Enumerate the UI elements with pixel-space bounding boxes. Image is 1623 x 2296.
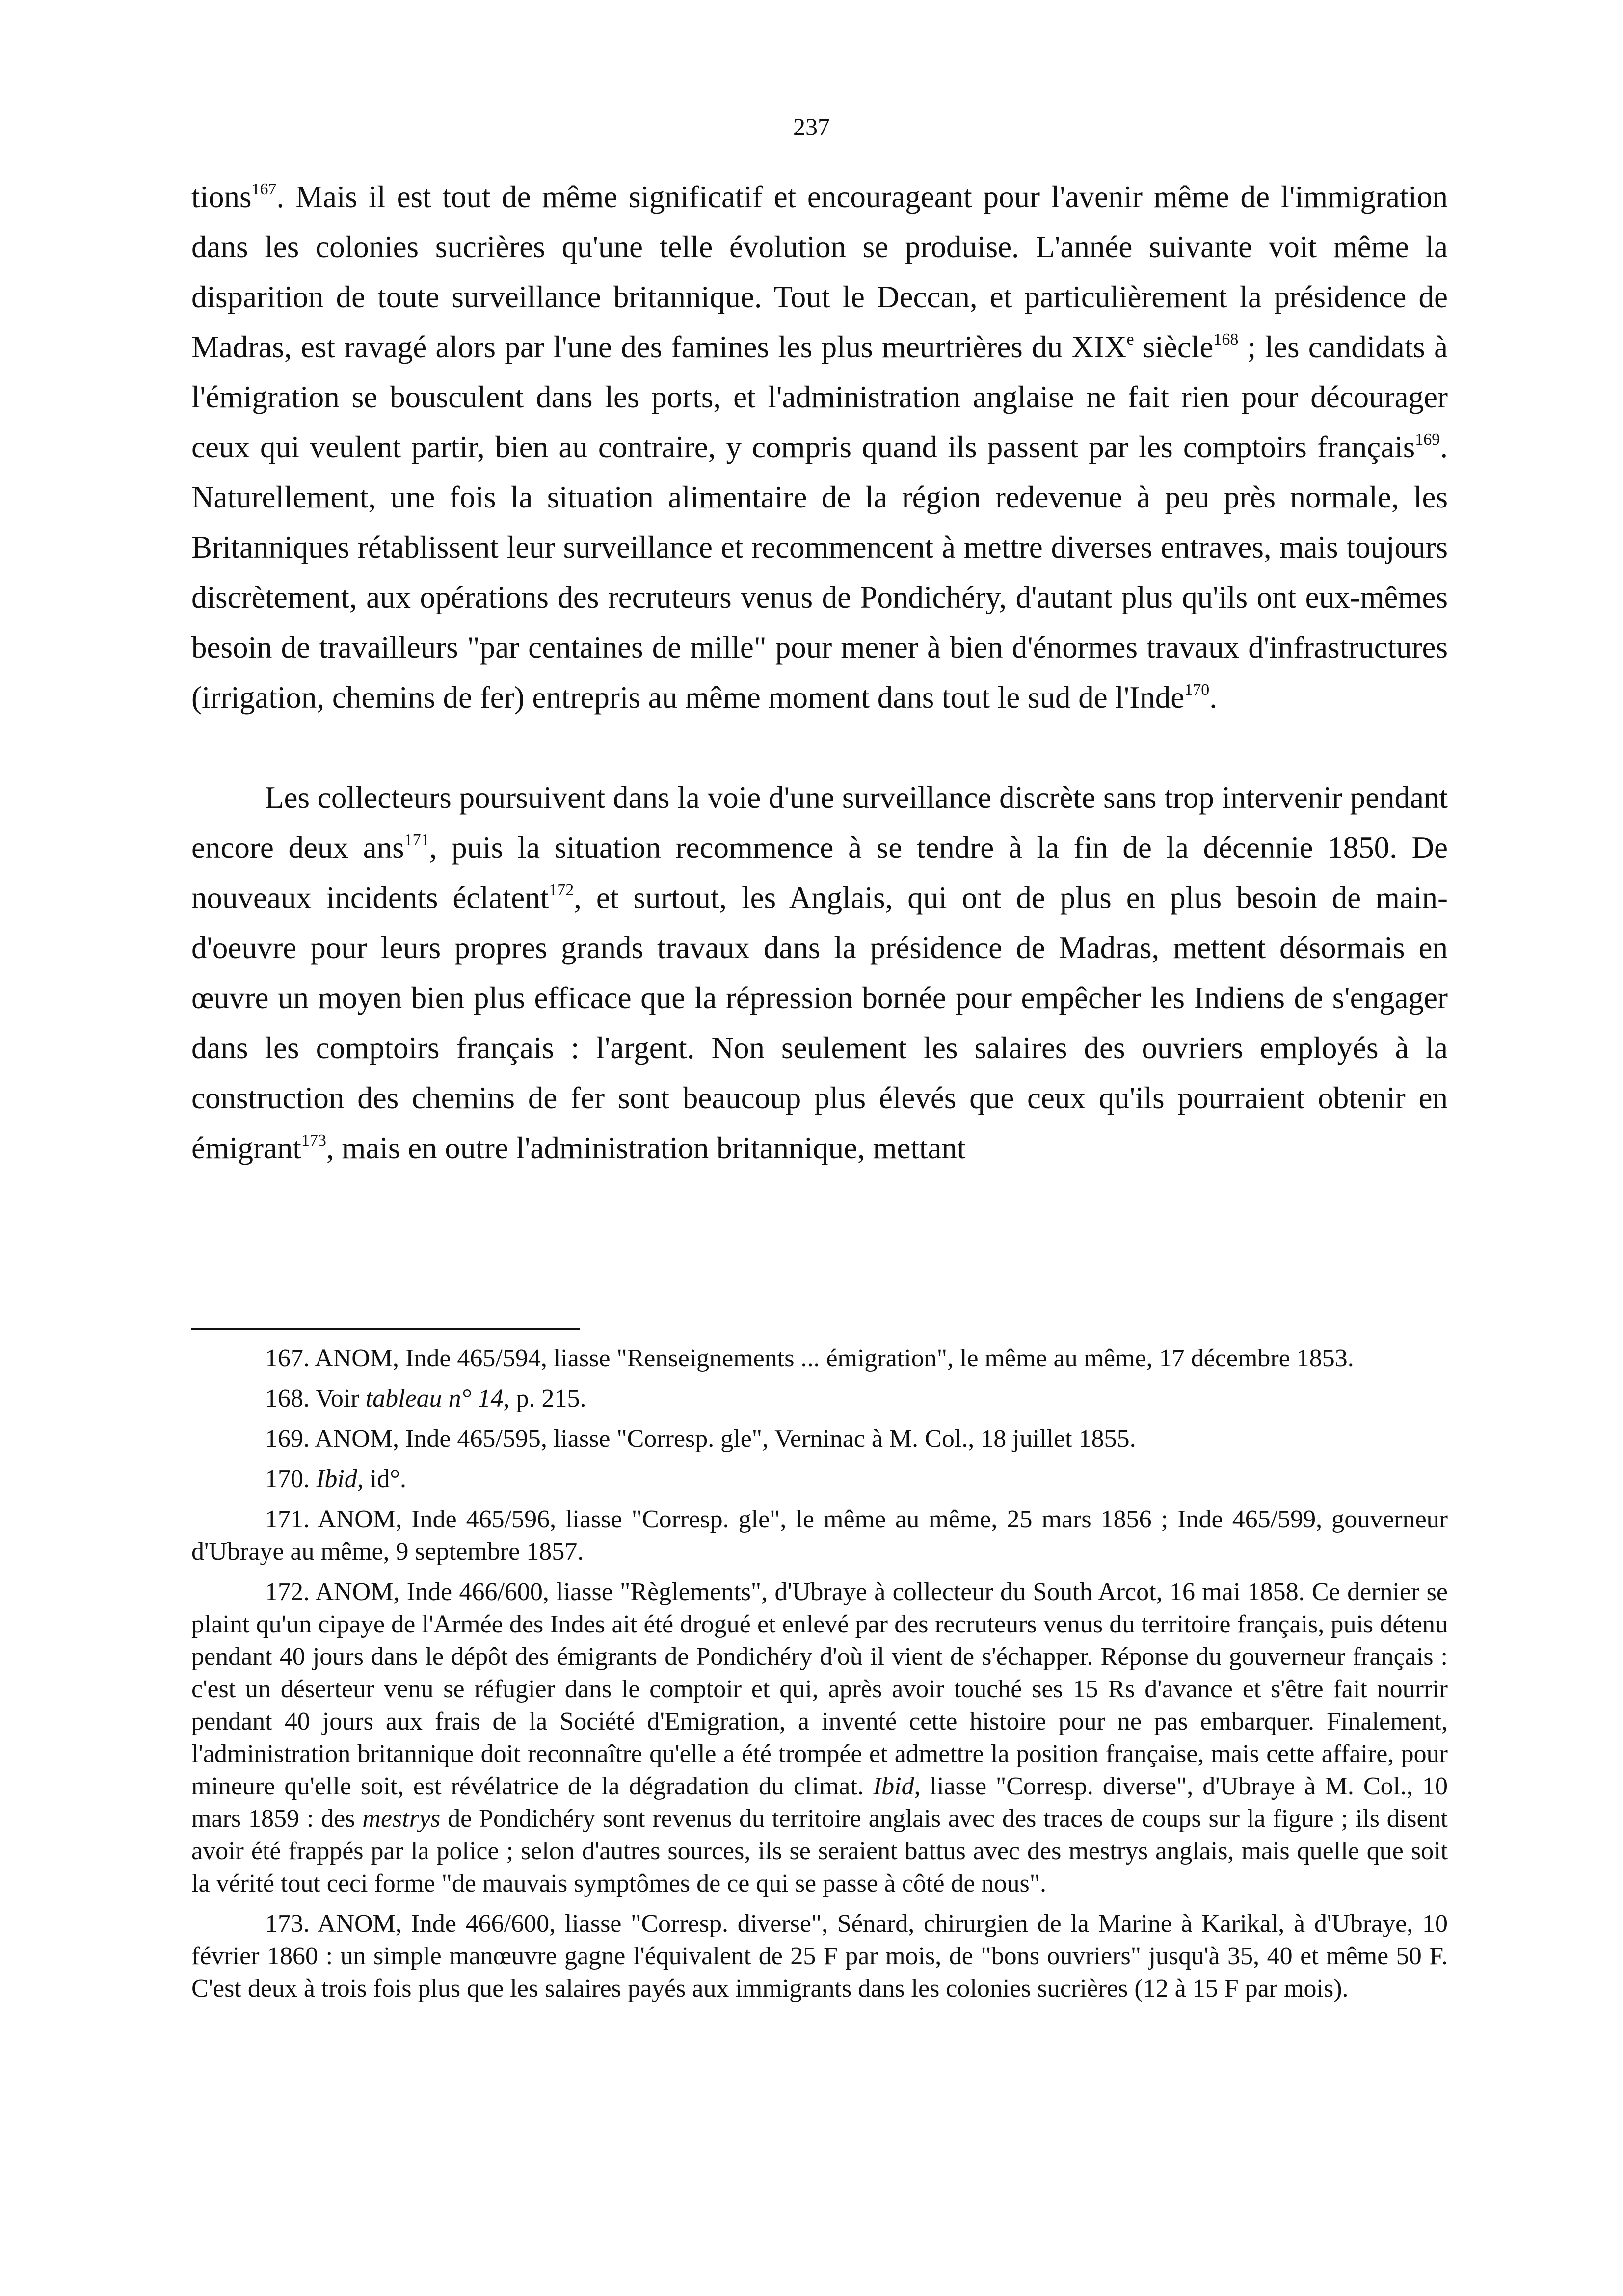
text-run: 170. [265,1465,316,1493]
text-run: . [1209,680,1217,715]
footnote-ref-169: 169 [1415,430,1440,449]
italic-text: Ibid [316,1465,357,1493]
text-run: 168. Voir [265,1385,366,1413]
text-run: Les collecteurs poursuivent dans la voie d'une surveillance discrète sans trop intervenir pendant encore deux ans [191,780,1448,865]
text-run: , mais en outre l'administration britannique, mettant [326,1131,966,1165]
footnote-170 [191,1463,1448,1495]
footnote-ref-170: 170 [1184,681,1210,699]
footnote-ref-167: 167 [251,180,277,198]
italic-text: tableau n° 14 [365,1385,504,1413]
footnote-171: 171. ANOM, Inde 465/596, liasse "Corresp. gle", le même au même, 25 mars 1856 ; Inde 465/599, gouverneur d'Ubraye au même, 9 septembre 1857. [191,1505,1448,1566]
paragraph-1 [191,172,1448,722]
page-number: 237 [793,113,830,140]
footnote-separator [191,1328,580,1330]
footnotes [191,1342,1448,2013]
text-run: siècle [1134,330,1214,364]
footnote-ref-171: 171 [404,831,429,849]
footnote-169: 169. ANOM, Inde 465/595, liasse "Corresp. gle", Verninac à M. Col., 18 juillet 1855. [265,1425,1136,1453]
text-run: de Pondichéry sont revenus du territoire anglais avec des traces de coups sur la figure ; ils disent avoir été frappés par la police ; selon d'autres sources, ils se seraient battus avec des mestrys anglais, mais quelle que soit la vérité tout ceci forme "de mauvais symptômes de ce qui se passe à côté de nous". [191,1805,1448,1897]
text-run: , id°. [357,1465,407,1493]
footnote-172 [191,1576,1448,1900]
italic-text: Ibid [873,1772,914,1800]
footnote-167: 167. ANOM, Inde 465/594, liasse "Renseignements ... émigration", le même au même, 17 décembre 1853. [265,1344,1354,1372]
text-run: , puis la situation recommence à se tendre à la fin de la décennie 1850. De nouveaux incidents éclatent [191,830,1448,915]
text-run: , p. 215. [503,1385,586,1413]
text-run: tions [191,180,252,214]
text-run: ; les candidats à l'émigration se bousculent dans les ports, et l'administration anglaise ne fait rien pour décourager ceux qui veulent partir, bien au contraire, y compris quand ils passent par les comptoirs français [191,330,1448,464]
text-run: , liasse "Corresp. diverse", d'Ubraye à M. Col., 10 mars 1859 : des [191,1772,1448,1833]
footnote-ref-168: 168 [1213,330,1239,348]
italic-text: mestrys [362,1805,441,1833]
text-run: . Naturellement, une fois la situation alimentaire de la région redevenue à peu près normale, les Britanniques rétablissent leur surveillance et recommencent à mettre diverses entraves, mais toujours discrètement, aux opérations des recruteurs venus de Pondichéry, d'autant plus qu'ils ont eux-mêmes besoin de travailleurs "par centaines de mille" pour mener à bien d'énormes travaux d'infrastructures (irrigation, chemins de fer) entrepris au même moment dans tout le sud de l'Inde [191,430,1448,715]
text-run: , et surtout, les Anglais, qui ont de plus en plus besoin de main-d'oeuvre pour leurs propres grands travaux dans la présidence de Madras, mettent désormais en œuvre un moyen bien plus efficace que la répression bornée pour empêcher les Indiens de s'engager dans les comptoirs français : l'argent. Non seulement les salaires des ouvriers employés à la construction des chemins de fer sont beaucoup plus élevés que ceux qu'ils pourraient obtenir en émigrant [191,881,1448,1165]
text-run: 172. ANOM, Inde 466/600, liasse "Règlements", d'Ubraye à collecteur du South Arcot, 16 mai 1858. Ce dernier se plaint qu'un cipaye de l'Armée des Indes ait été drogué et enlevé par des recruteurs venus du territoire français, puis détenu pendant 40 jours dans le dépôt des émigrants de Pondichéry d'où il vient de s'échapper. Réponse du gouverneur français : c'est un déserteur venu se réfugier dans le comptoir et qui, après avoir touché ses 15 Rs d'avance et s'être fait nourrir pendant 40 jours aux frais de la Société d'Emigration, a inventé cette histoire pour ne pas embarquer. Finalement, l'administration britannique doit reconnaître qu'elle a été trompée et admettre la position française, mais cette affaire, pour mineure qu'elle soit, est révélatrice de la dégradation du climat. [191,1578,1448,1800]
paragraph-2 [191,773,1448,1173]
body-text [191,172,1448,1173]
text-run: . Mais il est tout de même significatif et encourageant pour l'avenir même de l'immigration dans les colonies sucrières qu'une telle évolution se produise. L'année suivante voit même la disparition de toute surveillance britannique. Tout le Deccan, et particulièrement la présidence de Madras, est ravagé alors par l'une des famines les plus meurtrières du XIX [191,180,1448,364]
footnote-173: 173. ANOM, Inde 466/600, liasse "Corresp. diverse", Sénard, chirurgien de la Marine à Karikal, à d'Ubraye, 10 février 1860 : un simple manœuvre gagne l'équivalent de 25 F par mois, de "bons ouvriers" jusqu'à 35, 40 et même 50 F. C'est deux à trois fois plus que les salaires payés aux immigrants dans les colonies sucrières (12 à 15 F par mois). [191,1910,1448,2002]
superscript-e: e [1126,330,1134,348]
footnote-ref-173: 173 [301,1131,326,1149]
footnote-ref-172: 172 [549,881,574,899]
footnote-168 [191,1383,1448,1415]
